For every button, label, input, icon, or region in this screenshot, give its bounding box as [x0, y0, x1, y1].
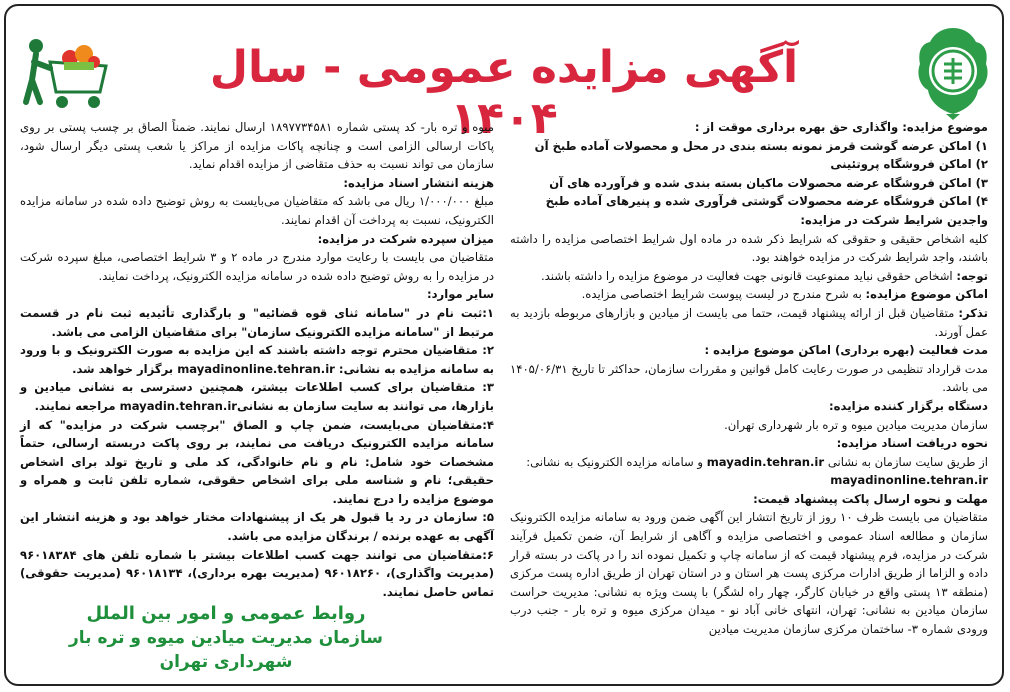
- other-item: [20, 341, 494, 378]
- docs-paragraph: [510, 453, 988, 472]
- docs-text: از طریق سایت سازمان به نشانی: [824, 454, 988, 469]
- other-item: [20, 378, 494, 415]
- places-label: اماکن موضوع مزایده:: [865, 287, 988, 302]
- other-item: ۴:متقاضیان می‌بایست، ضمن چاپ و الصاق "برچسب شرکت در مزایده" که از سامانه مزایده الکترونیک دریافت می نمایند، بر روی پاکت دربسته ارسالی، حتماً مشخصات خود شامل: نام و نام خانوادگی، کد ملی و تاریخ تولد برای اشخاص حقیقی؛ نام و شناسه ملی برای اشخاص حقوقی، شماره تلفن ثابت و همراه و موضوع مزایده را درج نمایند.: [20, 417, 494, 506]
- other-item-text: برگزار خواهد شد.: [72, 361, 178, 376]
- other-item: ۱:ثبت نام در "سامانه ثنای قوه قضائیه" و بارگذاری تأئیدیه ثبت نام در قسمت مرتبط از "سامانه مزایده الکترونیک سازمان" برای متقاضیان الزامی می باشد.: [20, 305, 494, 339]
- docs-text: و سامانه مزایده الکترونیک به نشانی:: [526, 454, 707, 469]
- cost-text: مبلغ ۱/۰۰۰/۰۰۰ ریال می باشد که متقاضیان می‌بایست به روش توضیح داده شده در سامانه مزایده الکترونیک، نسبت به پرداخت آن اقدام نمایند.: [20, 194, 495, 227]
- eligible-heading: واجدین شرایط شرکت در مزایده:: [800, 212, 988, 227]
- subject-item: ۴) اماکن فروشگاه عرضه محصولات گوشتی فرآوری شده و پنیرهای آماده طبخ: [545, 194, 988, 209]
- site-link[interactable]: mayadin.tehran.ir: [119, 398, 238, 413]
- right-column: [510, 118, 988, 639]
- other-item-text: مراجعه نمایند.: [34, 398, 120, 413]
- note-text: اشخاص حقوقی نباید ممنوعیت قانونی جهت فعالیت در موضوع مزایده را داشته باشند.: [541, 268, 957, 283]
- other-heading: سایر موارد:: [426, 287, 494, 302]
- remark-text: متقاضیان قبل از ارائه پیشنهاد قیمت، حتما می بایست از میادین و بازارهای مربوطه بازدید به عمل آورند.: [510, 305, 988, 339]
- note-label: توجه:: [956, 268, 988, 283]
- site-link[interactable]: mayadinonline.tehran.ir: [177, 361, 335, 376]
- cost-heading: هزینه انتشار اسناد مزایده:: [343, 175, 494, 190]
- organizer-heading: دستگاه برگزار کننده مزایده:: [829, 398, 988, 413]
- footer-line1: روابط عمومی و امور بین الملل: [86, 603, 366, 624]
- footer-signature: [46, 602, 406, 674]
- intro-text: میوه و تره بار- کد پستی شماره ۱۸۹۷۷۳۴۵۸۱ ارسال نمایند. ضمناً الصاق بر چسب پستی بر روی پاکات ارسالی الزامی است و چنانچه پاکات مزایده از مراکز یا شعب پستی دیگر ارسال شود، سازمان می تواند نسبت به حذف متقاضی از مزایده اقدام نماید.: [20, 120, 494, 172]
- note-paragraph: [510, 267, 988, 286]
- duration-heading: مدت فعالیت (بهره برداری) اماکن موضوع مزایده :: [704, 343, 988, 358]
- tehran-municipality-logo-icon: [916, 24, 990, 120]
- remark-label: تذکر:: [958, 305, 988, 320]
- shopping-cart-icon: [20, 32, 110, 122]
- other-item: ۵: سازمان در رد یا قبول هر یک از پیشنهادات مختار خواهد بود و هزینه انتشار این آگهی به عهده برنده / برندگان مزایده می باشد.: [20, 510, 494, 544]
- other-item-text: ۳: متقاضیان برای کسب اطلاعات بیشتر، همچنین دسترسی به نشانی میادین و بازارها، می توانند به سایت سازمان به نشانی: [20, 380, 494, 413]
- docs-heading: نحوه دریافت اسناد مزایده:: [836, 436, 988, 451]
- places-paragraph: [510, 285, 988, 304]
- subject-heading: موضوع مزایده: واگذاری حق بهره برداری موقت از :: [694, 120, 988, 134]
- subject-item: ۱) اماکن عرضه گوشت قرمز نمونه بسته بندی در محل و محصولات آماده طبخ آن: [534, 138, 988, 153]
- subject-item: ۳) اماکن فروشگاه عرضه محصولات ماکیان بسته بندی شده و فرآورده های آن: [549, 175, 988, 190]
- deadline-heading: مهلت و نحوه ارسال پاکت پیشنهاد قیمت:: [753, 491, 988, 506]
- subject-item: ۲) اماکن فروشگاه پروتئینی: [830, 157, 988, 172]
- places-text: به شرح مندرج در لیست پیوست شرایط اختصاصی مزایده.: [581, 287, 866, 302]
- other-item-text: ۲: متقاضیان محترم توجه داشته باشند که این مزایده به صورت الکترونیک و با ورود به سامانه مزایده به نشانی:: [20, 343, 494, 376]
- page-title: آگهی مزایده عمومی - سال ۱۴۰۴: [209, 42, 799, 144]
- deposit-heading: میزان سپرده شرکت در مزایده:: [317, 231, 494, 246]
- site-link[interactable]: mayadin.tehran.ir: [706, 454, 825, 469]
- footer-line2: سازمان مدیریت میادین میوه و تره بار شهرداری تهران: [68, 628, 384, 672]
- duration-text: مدت قرارداد تنظیمی در صورت رعایت کامل قوانین و مقررات سازمان، حداکثر تا تاریخ ۱۴۰۵/۰۶/۳۱ می باشد.: [510, 361, 988, 395]
- deposit-text: متقاضیان می بایست با رعایت موارد مندرج در ماده ۲ و ۳ شرایط اختصاصی، مبلغ سپرده شرکت در مزایده را به روش توضیح داده شده در سامانه مزایده الکترونیک، پرداخت نمایند.: [20, 250, 494, 283]
- other-item: ۶:متقاضیان می توانند جهت کسب اطلاعات بیشتر با شماره تلفن های ۹۶۰۱۸۳۸۴ (مدیریت واگذاری)، ۹۶۰۱۸۲۶۰ (مدیریت بهره برداری)، ۹۶۰۱۸۱۳۴ (مدیریت حقوقی) تماس حاصل نمایند.: [20, 547, 494, 599]
- remark-paragraph: [510, 304, 988, 341]
- notice-frame: [4, 4, 1004, 686]
- organizer-text: سازمان مدیریت میادین میوه و تره بار شهرداری تهران.: [724, 417, 988, 432]
- deadline-text: متقاضیان می بایست ظرف ۱۰ روز از تاریخ انتشار این آگهی ضمن ورود به سامانه مزایده الکترونیک سازمان و مطالعه اسناد عمومی و اختصاصی مزایده و آگاهی از شرایط آن، ضمن تکمیل فرآیند شرکت در مزایده، فرم پیشنهاد قیمت که از سامانه چاپ و تکمیل نموده اند را در پاکت در بسته قرار داده و الزاما از طریق ادارات مرکزی پست هر استان و در استان تهران از طریق اداره پست مرکزی (منطقه ۱۳ پستی واقع در خیابان کارگر، چهار راه لشگر) با پست ویژه به نشانی: مدیریت حراست سازمان میادین به نشانی: تهران، انتهای خانی آباد نو - میدان مرکزی میوه و تره بار - جنب درب ورودی شماره ۳- ساختمان مرکزی سازمان مدیریت میادین: [510, 510, 988, 637]
- eligible-text: کلیه اشخاص حقیقی و حقوقی که شرایط ذکر شده در ماده اول شرایط اختصاصی مزایده را داشته باشند، واجد شرایط شرکت در مزایده خواهند بود.: [510, 231, 988, 265]
- site-link[interactable]: mayadinonline.tehran.ir: [830, 473, 988, 488]
- left-column: [20, 118, 494, 601]
